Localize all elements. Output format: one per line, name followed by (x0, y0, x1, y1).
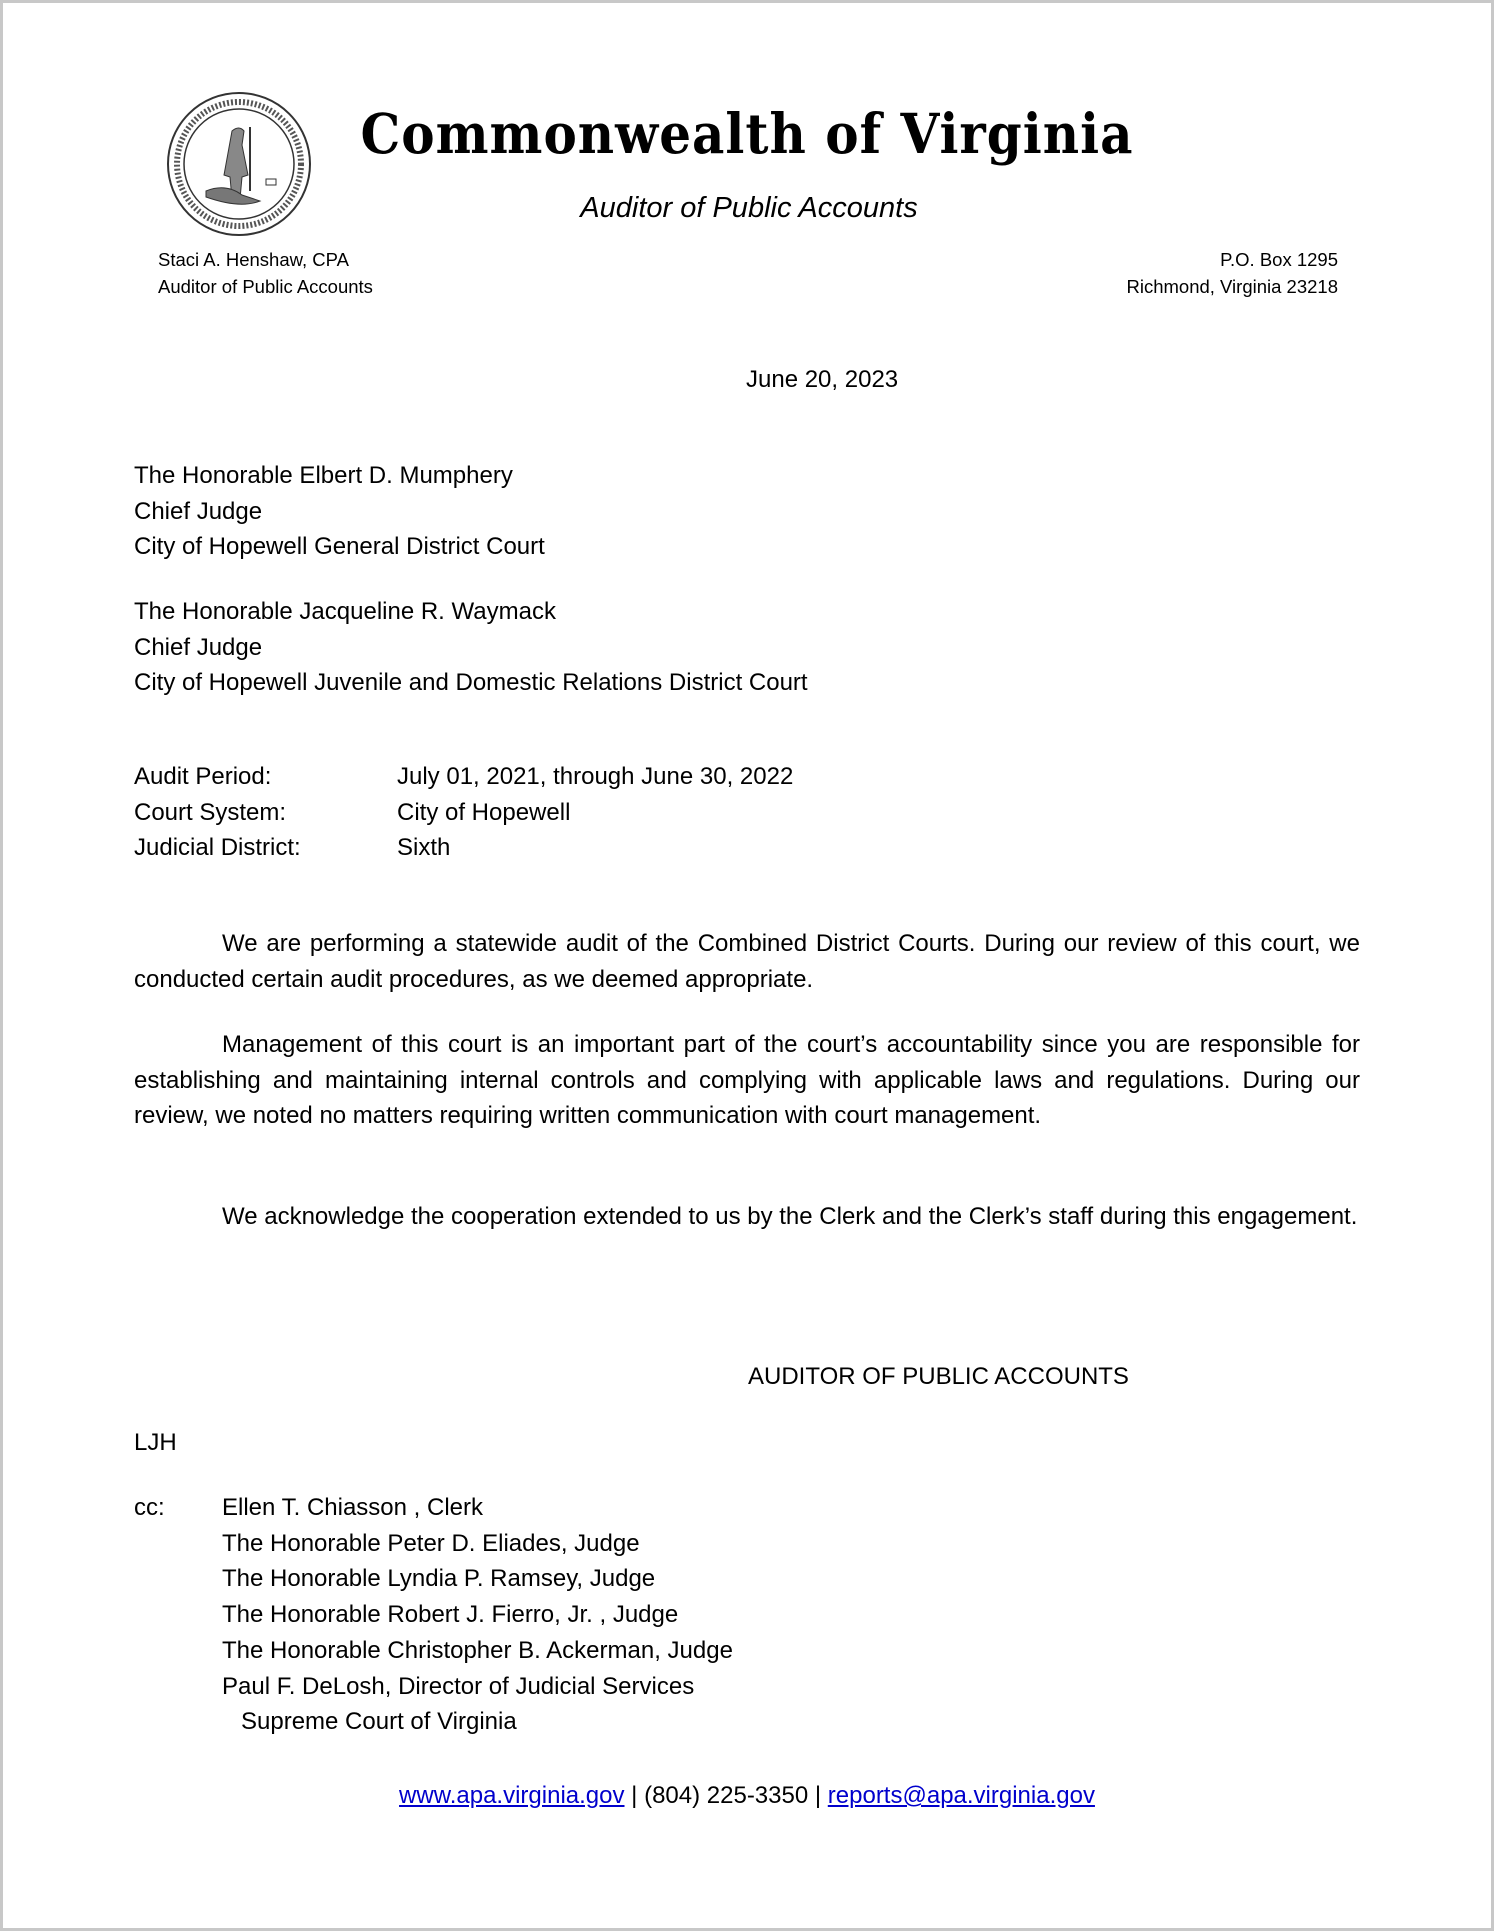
email-link[interactable]: reports@apa.virginia.gov (827, 1782, 1095, 1809)
body-paragraph-3: We acknowledge the cooperation extended to us by the Clerk and the Clerk’s staff during this engagement. (222, 1203, 1358, 1230)
addressee-name: The Honorable Jacqueline R. Waymack (134, 598, 556, 625)
cc-item: The Honorable Christopher B. Ackerman, Judge (222, 1636, 733, 1664)
letterhead-title: Commonwealth of Virginia (360, 101, 1134, 166)
detail-row (134, 830, 793, 866)
addressee-title: Chief Judge (134, 497, 263, 525)
initials: LJH (134, 1429, 177, 1456)
body-paragraph-2: Management of this court is an important part of the court’s accountability since you are responsible for establishing and maintaining internal controls and complying with applicable laws and regulations. During our review, we noted no matters requiring written communication with court management. (134, 1031, 1360, 1130)
cc-item: Paul F. DeLosh, Director of Judicial Services (222, 1672, 695, 1700)
footer (0, 1778, 1494, 1814)
letterhead-subtitle: Auditor of Public Accounts (580, 192, 918, 224)
addressee-title: Chief Judge (134, 633, 263, 661)
footer-separator: | (631, 1782, 638, 1809)
detail-row (134, 795, 793, 831)
website-link[interactable]: www.apa.virginia.gov (399, 1782, 625, 1809)
addressee-court: City of Hopewell Juvenile and Domestic Relations District Court (134, 669, 808, 697)
cc-label: cc: (134, 1494, 165, 1521)
detail-value: July 01, 2021, through June 30, 2022 (397, 763, 794, 790)
body-paragraph-1: We are performing a statewide audit of the Combined District Courts. During our review of this court, we conducted certain audit procedures, as we deemed appropriate. (134, 930, 1360, 993)
city-state-zip: Richmond, Virginia 23218 (1126, 276, 1338, 297)
detail-row (134, 759, 793, 795)
po-box: P.O. Box 1295 (1220, 249, 1338, 270)
addressee-court: City of Hopewell General District Court (134, 533, 545, 561)
addressee-block-1 (134, 458, 545, 565)
audit-details (134, 759, 793, 866)
auditor-name: Staci A. Henshaw, CPA (158, 249, 349, 270)
detail-label: Judicial District: (134, 834, 301, 862)
detail-label: Court System: (134, 798, 287, 826)
detail-label: Audit Period: (134, 763, 272, 790)
cc-item: The Honorable Peter D. Eliades, Judge (222, 1529, 640, 1557)
addressee-block-2 (134, 594, 808, 701)
addressee-name: The Honorable Elbert D. Mumphery (134, 462, 513, 489)
detail-value: Sixth (397, 834, 451, 862)
detail-value: City of Hopewell (397, 798, 571, 826)
cc-item-sub: Supreme Court of Virginia (241, 1708, 517, 1736)
phone-number: (804) 225-3350 (644, 1782, 809, 1809)
signature-line: AUDITOR OF PUBLIC ACCOUNTS (748, 1363, 1129, 1390)
address-block (1126, 246, 1338, 300)
auditor-title: Auditor of Public Accounts (158, 276, 373, 297)
cc-item: Ellen T. Chiasson , Clerk (222, 1494, 483, 1521)
footer-separator: | (814, 1782, 822, 1809)
cc-item: The Honorable Lyndia P. Ramsey, Judge (222, 1565, 656, 1593)
letter-date: June 20, 2023 (746, 366, 899, 393)
cc-item: The Honorable Robert J. Fierro, Jr. , Judge (222, 1601, 679, 1629)
auditor-name-block (158, 246, 373, 300)
cc-list (222, 1490, 733, 1740)
